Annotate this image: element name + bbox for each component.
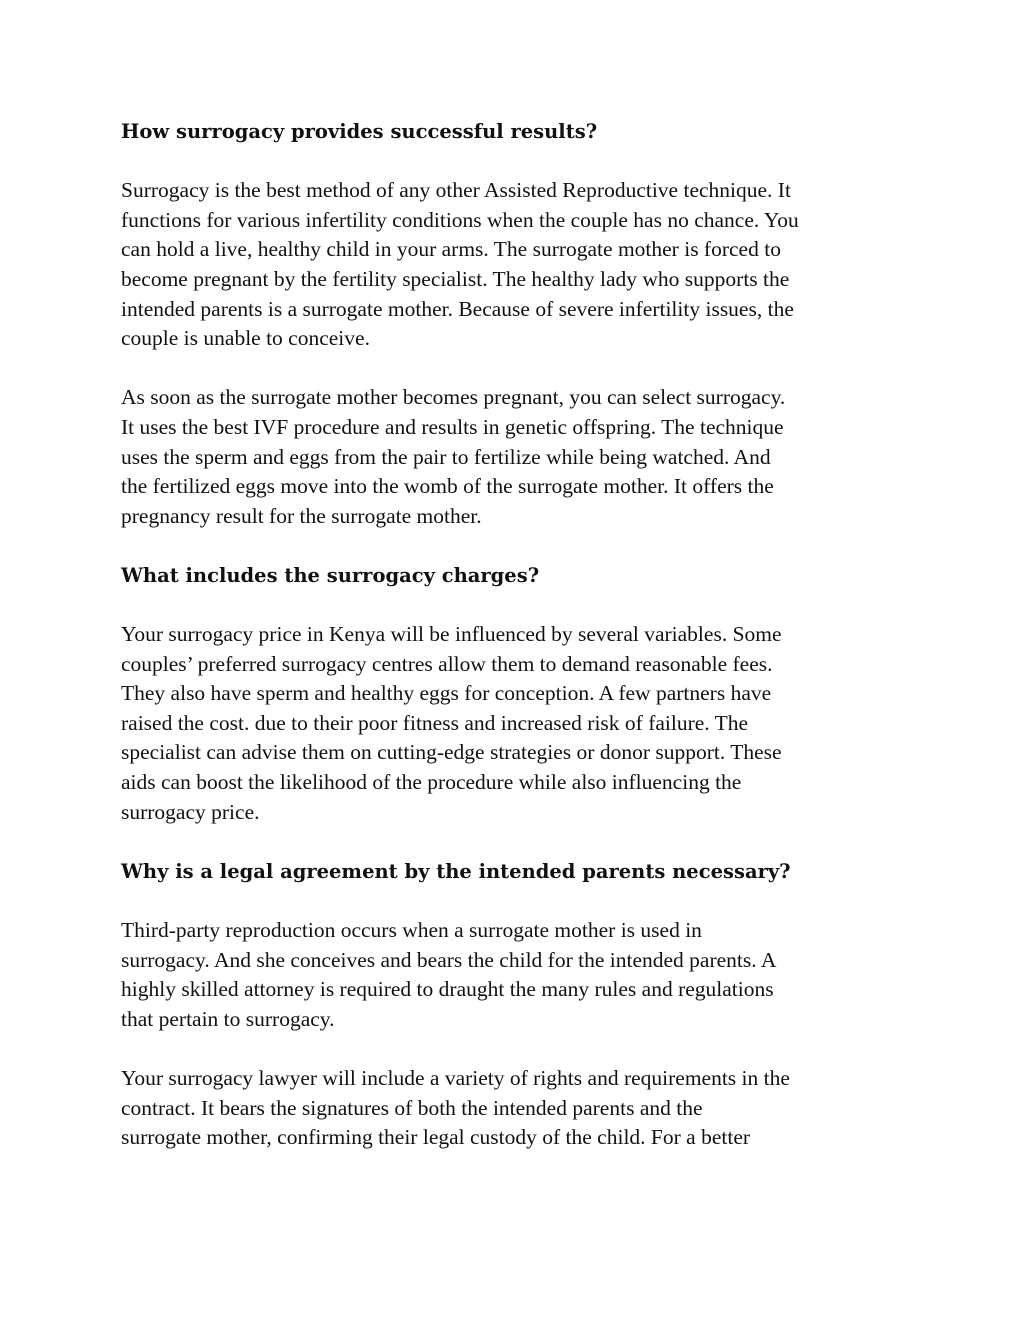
spacer <box>121 1034 921 1064</box>
spacer <box>121 827 921 857</box>
text-line: the fertilized eggs move into the womb of the surrogate mother. It offers the <box>121 474 774 499</box>
text-line: As soon as the surrogate mother becomes pregnant, you can select surrogacy. <box>121 385 786 410</box>
paragraph <box>121 1064 921 1153</box>
text-line: uses the sperm and eggs from the pair to fertilize while being watched. And <box>121 444 771 469</box>
spacer <box>121 354 921 384</box>
text-line: surrogate mother, confirming their legal custody of the child. For a better <box>121 1125 751 1150</box>
section-heading: Why is a legal agreement by the intended parents necessary? <box>121 859 791 883</box>
text-line: Your surrogacy price in Kenya will be influenced by several variables. Some <box>121 622 782 647</box>
spacer <box>121 886 921 916</box>
text-line: couple is unable to conceive. <box>121 326 370 351</box>
text-line: become pregnant by the fertility specialist. The healthy lady who supports the <box>121 266 790 291</box>
text-line: Third-party reproduction occurs when a surrogate mother is used in <box>121 918 702 943</box>
text-line: couples’ preferred surrogacy centres allow them to demand reasonable fees. <box>121 651 773 676</box>
text-line: intended parents is a surrogate mother. Because of severe infertility issues, the <box>121 296 794 321</box>
spacer <box>121 591 921 621</box>
spacer <box>121 531 921 561</box>
paragraph <box>121 383 921 531</box>
document-body <box>121 117 921 1153</box>
text-line: raised the cost. due to their poor fitness and increased risk of failure. The <box>121 710 749 735</box>
text-line: that pertain to surrogacy. <box>121 1006 335 1031</box>
text-line: They also have sperm and healthy eggs for conception. A few partners have <box>121 681 772 706</box>
text-line: surrogacy price. <box>121 799 260 824</box>
text-line: pregnancy result for the surrogate mother. <box>121 503 482 528</box>
paragraph <box>121 176 921 354</box>
section-heading: What includes the surrogacy charges? <box>121 563 540 587</box>
text-line: specialist can advise them on cutting-edge strategies or donor support. These <box>121 740 782 765</box>
text-line: can hold a live, healthy child in your arms. The surrogate mother is forced to <box>121 237 781 262</box>
text-line: It uses the best IVF procedure and results in genetic offspring. The technique <box>121 414 784 439</box>
text-line: functions for various infertility conditions when the couple has no chance. You <box>121 207 799 232</box>
text-line: surrogacy. And she conceives and bears the child for the intended parents. A <box>121 947 777 972</box>
spacer <box>121 147 921 177</box>
text-line: Your surrogacy lawyer will include a variety of rights and requirements in the <box>121 1066 790 1090</box>
text-line: Surrogacy is the best method of any other Assisted Reproductive technique. It <box>121 178 791 203</box>
text-line: contract. It bears the signatures of both the intended parents and the <box>121 1095 703 1120</box>
paragraph <box>121 916 921 1034</box>
section-heading: How surrogacy provides successful results? <box>121 120 598 143</box>
text-line: aids can boost the likelihood of the procedure while also influencing the <box>121 770 742 795</box>
paragraph <box>121 620 921 827</box>
text-line: highly skilled attorney is required to draught the many rules and regulations <box>121 977 774 1002</box>
